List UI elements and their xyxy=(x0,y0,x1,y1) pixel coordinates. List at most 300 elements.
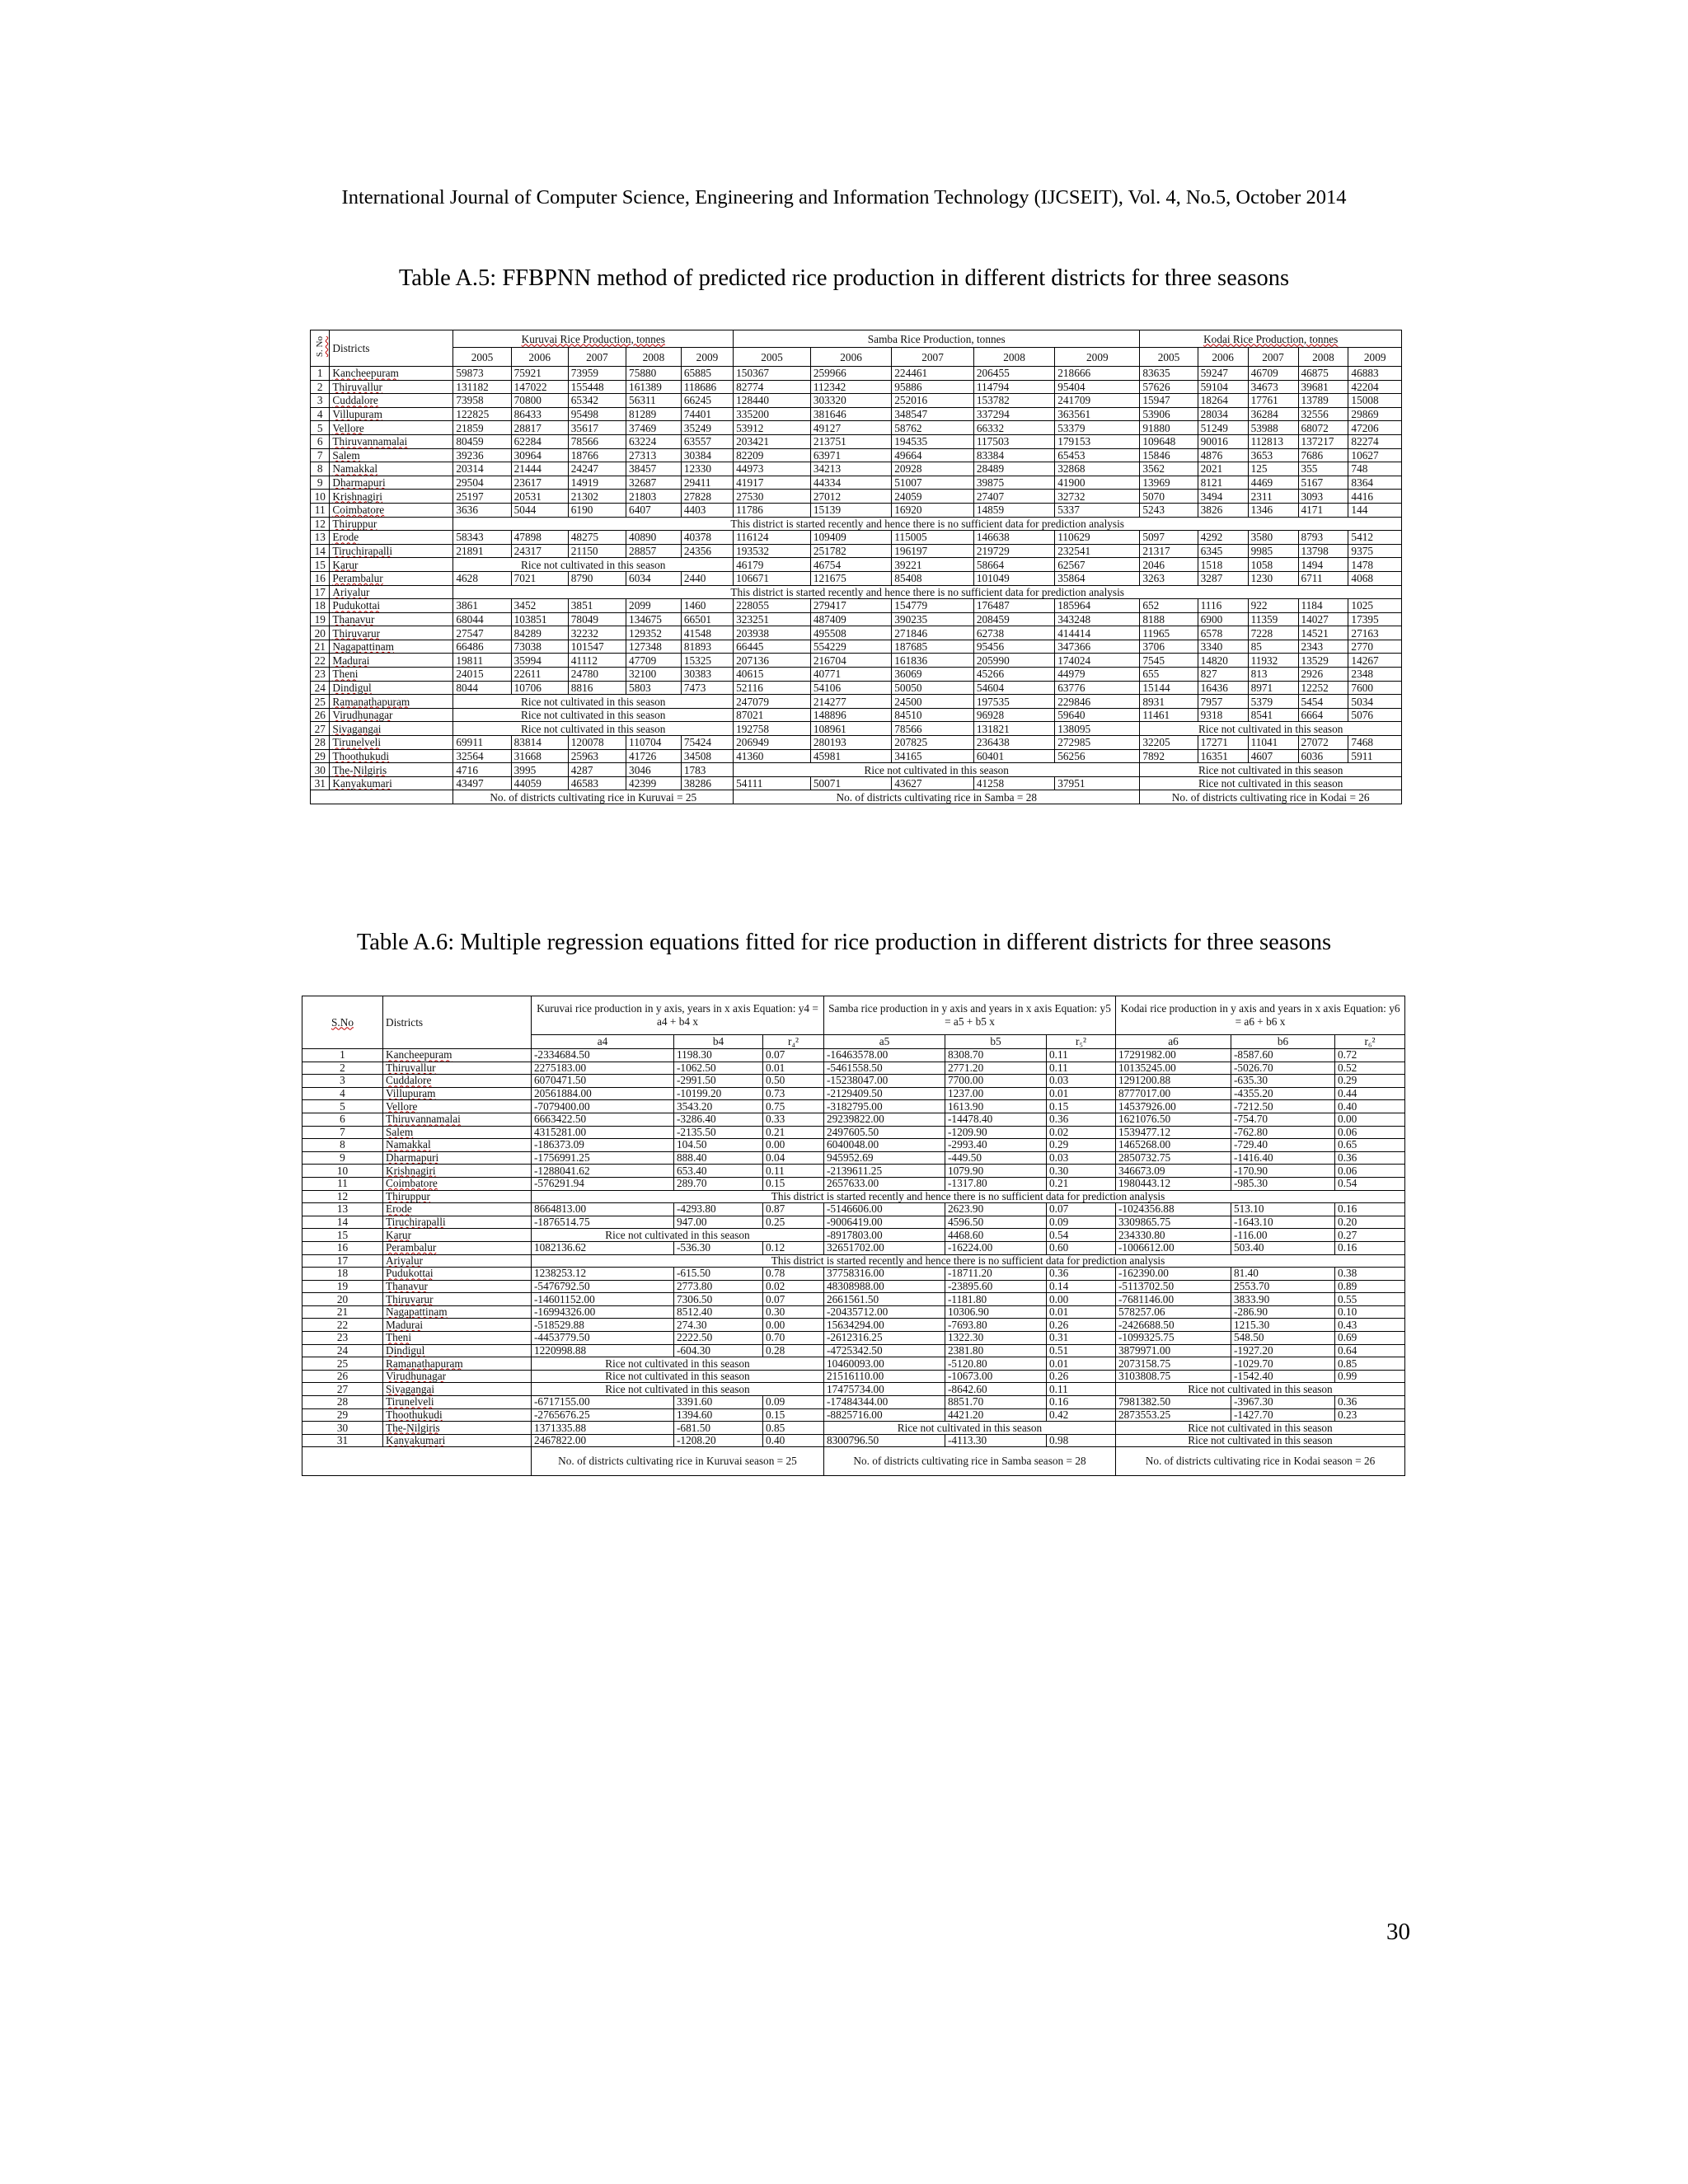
kuruvai-value: 4628 xyxy=(453,571,511,585)
samba-value: 335200 xyxy=(734,407,811,421)
samba-value: 206949 xyxy=(734,736,811,750)
kodai-value: 652 xyxy=(1140,599,1198,613)
samba-value: 229846 xyxy=(1055,695,1140,709)
kuruvai-value: 2440 xyxy=(681,571,733,585)
samba-value: 66332 xyxy=(973,421,1054,435)
samba-value: 108961 xyxy=(810,722,891,736)
kuruvai-value: 27547 xyxy=(453,626,511,640)
kodai-value: 8121 xyxy=(1198,476,1248,490)
samba-value: -2139611.25 xyxy=(824,1165,945,1178)
districts-header: Districts xyxy=(330,330,453,367)
table-row xyxy=(302,1332,1405,1345)
kuruvai-value: 65885 xyxy=(681,367,733,381)
table-row xyxy=(302,1280,1405,1293)
kuruvai-value: 0.07 xyxy=(763,1293,824,1306)
kodai-value: -754.70 xyxy=(1231,1113,1335,1126)
kodai-value: 2046 xyxy=(1140,558,1198,572)
kodai-value: 39681 xyxy=(1298,380,1348,394)
samba-value: 0.03 xyxy=(1047,1151,1116,1165)
samba-value: -9006419.00 xyxy=(824,1216,945,1229)
kuruvai-value: 0.12 xyxy=(763,1241,824,1254)
samba-value: 224461 xyxy=(892,367,974,381)
row-number: 21 xyxy=(311,640,330,654)
samba-value: 348547 xyxy=(892,407,974,421)
table-row xyxy=(311,708,1402,722)
row-number: 28 xyxy=(311,736,330,750)
table-row xyxy=(311,421,1402,435)
kuruvai-value: 0.11 xyxy=(763,1165,824,1178)
samba-value: 259966 xyxy=(810,367,891,381)
district-name: Cuddalore xyxy=(330,394,453,408)
samba-value: -2129409.50 xyxy=(824,1087,945,1100)
samba-value: 29239822.00 xyxy=(824,1113,945,1126)
row-number: 26 xyxy=(302,1370,383,1383)
kodai-value: 0.40 xyxy=(1335,1100,1405,1113)
kodai-value: 5070 xyxy=(1140,490,1198,504)
row-number: 5 xyxy=(302,1100,383,1113)
samba-value: 41917 xyxy=(734,476,811,490)
samba-value: 216704 xyxy=(810,654,891,668)
samba-value: 85408 xyxy=(892,571,974,585)
samba-value: 187685 xyxy=(892,640,974,654)
district-name: Thiruvannamalai xyxy=(330,434,453,448)
districts-header: Districts xyxy=(383,996,532,1049)
kuruvai-value: -1208.20 xyxy=(674,1434,763,1447)
samba-value: 218666 xyxy=(1055,367,1140,381)
table-row xyxy=(311,626,1402,640)
row-number: 31 xyxy=(302,1434,383,1447)
kodai-value: 9985 xyxy=(1248,544,1298,558)
kuruvai-value: 101547 xyxy=(568,640,626,654)
samba-value: -3182795.00 xyxy=(824,1100,945,1113)
samba-value: 35864 xyxy=(1055,571,1140,585)
samba-value: 0.01 xyxy=(1047,1305,1116,1319)
table-row xyxy=(302,1344,1405,1357)
samba-value: 323251 xyxy=(734,612,811,626)
row-number: 30 xyxy=(311,763,330,777)
samba-value: 51007 xyxy=(892,476,974,490)
district-name: Coimbatore xyxy=(330,503,453,517)
kuruvai-value: 0.15 xyxy=(763,1408,824,1422)
row-number: 23 xyxy=(302,1332,383,1345)
samba-value: 1079.90 xyxy=(945,1165,1047,1178)
row-number: 1 xyxy=(302,1049,383,1062)
kodai-value: 2021 xyxy=(1198,462,1248,476)
kodai-value: 5379 xyxy=(1248,695,1298,709)
kodai-value: 14820 xyxy=(1198,654,1248,668)
table-row xyxy=(302,1408,1405,1422)
year-header: 2005 xyxy=(734,348,811,367)
district-name: Perambalur xyxy=(383,1241,532,1254)
row-number: 2 xyxy=(311,380,330,394)
row-number: 19 xyxy=(311,612,330,626)
row-number: 25 xyxy=(302,1357,383,1371)
samba-value: 62738 xyxy=(973,626,1054,640)
kuruvai-value: 66501 xyxy=(681,612,733,626)
district-name: Krishnagiri xyxy=(330,490,453,504)
kodai-value: 578257.06 xyxy=(1116,1305,1231,1319)
samba-value: 84510 xyxy=(892,708,974,722)
kodai-value: 27163 xyxy=(1348,626,1402,640)
kuruvai-value: 6663422.50 xyxy=(532,1113,674,1126)
table-row xyxy=(311,654,1402,668)
kodai-value: 2348 xyxy=(1348,668,1402,682)
district-name: Sivagangai xyxy=(330,722,453,736)
kodai-value: 4292 xyxy=(1198,531,1248,545)
kuruvai-value: 70800 xyxy=(511,394,568,408)
samba-value: 495508 xyxy=(810,626,891,640)
kodai-value: 34673 xyxy=(1248,380,1298,394)
district-name: Nagapattinam xyxy=(330,640,453,654)
row-number: 8 xyxy=(311,462,330,476)
page-number: 30 xyxy=(1386,1919,1410,1945)
kuruvai-value: 0.33 xyxy=(763,1113,824,1126)
samba-value: 27407 xyxy=(973,490,1054,504)
district-name: Dindigul xyxy=(330,681,453,695)
kuruvai-value: -681.50 xyxy=(674,1422,763,1435)
samba-value: -10673.00 xyxy=(945,1370,1047,1383)
kodai-value: 0.36 xyxy=(1335,1151,1405,1165)
kuruvai-value: -2991.50 xyxy=(674,1075,763,1088)
samba-value: 8308.70 xyxy=(945,1049,1047,1062)
kodai-value: 15144 xyxy=(1140,681,1198,695)
kuruvai-value: 2773.80 xyxy=(674,1280,763,1293)
kuruvai-value: 6190 xyxy=(568,503,626,517)
kuruvai-value: 122825 xyxy=(453,407,511,421)
district-name: Thiruppur xyxy=(383,1190,532,1203)
samba-value: 7700.00 xyxy=(945,1075,1047,1088)
kuruvai-value: 6070471.50 xyxy=(532,1075,674,1088)
kodai-value: 1494 xyxy=(1298,558,1348,572)
table-row xyxy=(311,462,1402,476)
table-row xyxy=(302,1383,1405,1396)
kodai-value: 0.00 xyxy=(1335,1113,1405,1126)
kodai-value: 0.16 xyxy=(1335,1241,1405,1254)
district-name: Thiruvannamalai xyxy=(383,1113,532,1126)
kuruvai-value: 32687 xyxy=(626,476,682,490)
kodai-value: 1184 xyxy=(1298,599,1348,613)
district-name: Thiruvarur xyxy=(330,626,453,640)
kodai-value: 28034 xyxy=(1198,407,1248,421)
kodai-value: 1230 xyxy=(1248,571,1298,585)
samba-value: 150367 xyxy=(734,367,811,381)
kodai-value: 1539477.12 xyxy=(1116,1126,1231,1139)
samba-footer: No. of districts cultivating rice in Samba = 28 xyxy=(734,790,1140,804)
samba-value: 390235 xyxy=(892,612,974,626)
samba-value: 0.21 xyxy=(1047,1177,1116,1190)
samba-value: 21516110.00 xyxy=(824,1370,945,1383)
kodai-value: 4607 xyxy=(1248,749,1298,763)
kuruvai-value: -2135.50 xyxy=(674,1126,763,1139)
row-number: 13 xyxy=(302,1203,383,1216)
kodai-value: 11359 xyxy=(1248,612,1298,626)
table-row xyxy=(302,1434,1405,1447)
samba-value: 247079 xyxy=(734,695,811,709)
samba-value: 2381.80 xyxy=(945,1344,1047,1357)
kuruvai-value: 78049 xyxy=(568,612,626,626)
table-row xyxy=(302,1190,1405,1203)
samba-value: 20928 xyxy=(892,462,974,476)
district-name: Sivagangai xyxy=(383,1383,532,1396)
samba-value: 0.42 xyxy=(1047,1408,1116,1422)
samba-value: -1181.80 xyxy=(945,1293,1047,1306)
kuruvai-value: 7306.50 xyxy=(674,1293,763,1306)
kodai-value: 0.55 xyxy=(1335,1293,1405,1306)
samba-value: 117503 xyxy=(973,434,1054,448)
samba-value: 8300796.50 xyxy=(824,1434,945,1447)
table-row xyxy=(311,695,1402,709)
kodai-value: 7600 xyxy=(1348,681,1402,695)
kuruvai-value: 44059 xyxy=(511,776,568,790)
no-data-note: This district is started recently and hence there is no sufficient data for prediction analysis xyxy=(453,517,1402,531)
samba-value: 185964 xyxy=(1055,599,1140,613)
kodai-not-cultivated-note: Rice not cultivated in this season xyxy=(1140,776,1402,790)
kuruvai-value: 20561884.00 xyxy=(532,1087,674,1100)
table-row xyxy=(311,776,1402,790)
year-header: 2007 xyxy=(1248,348,1298,367)
district-name: Vellore xyxy=(330,421,453,435)
kodai-value: 36284 xyxy=(1248,407,1298,421)
table-row xyxy=(311,681,1402,695)
year-header: 2006 xyxy=(810,348,891,367)
kodai-value: 15008 xyxy=(1348,394,1402,408)
kuruvai-value: -186373.09 xyxy=(532,1139,674,1152)
district-name: Namakkal xyxy=(330,462,453,476)
samba-value: 0.60 xyxy=(1047,1241,1116,1254)
kuruvai-value: -7079400.00 xyxy=(532,1100,674,1113)
samba-value: 106671 xyxy=(734,571,811,585)
samba-value: -2993.40 xyxy=(945,1139,1047,1152)
samba-value: 45981 xyxy=(810,749,891,763)
samba-value: 0.36 xyxy=(1047,1268,1116,1281)
kuruvai-value: 1198.30 xyxy=(674,1049,763,1062)
kodai-value: 0.44 xyxy=(1335,1087,1405,1100)
kodai-value: -1029.70 xyxy=(1231,1357,1335,1371)
kodai-value: 234330.80 xyxy=(1116,1229,1231,1242)
samba-not-cultivated-note: Rice not cultivated in this season xyxy=(824,1422,1116,1435)
kuruvai-value: 0.07 xyxy=(763,1049,824,1062)
kuruvai-value: 3452 xyxy=(511,599,568,613)
table-row xyxy=(302,1216,1405,1229)
kuruvai-value: 41726 xyxy=(626,749,682,763)
kuruvai-value: 14919 xyxy=(568,476,626,490)
row-number: 10 xyxy=(311,490,330,504)
kuruvai-value: 147022 xyxy=(511,380,568,394)
kuruvai-value: 35617 xyxy=(568,421,626,435)
samba-value: 487409 xyxy=(810,612,891,626)
samba-value: -5146606.00 xyxy=(824,1203,945,1216)
kuruvai-value: -16994326.00 xyxy=(532,1305,674,1319)
row-number: 15 xyxy=(302,1229,383,1242)
kodai-value: 0.64 xyxy=(1335,1344,1405,1357)
kodai-footer: No. of districts cultivating rice in Kodai season = 26 xyxy=(1116,1447,1405,1476)
kuruvai-value: 5803 xyxy=(626,681,682,695)
kuruvai-value: 110704 xyxy=(626,736,682,750)
kuruvai-value: 43497 xyxy=(453,776,511,790)
district-name: Villupuram xyxy=(330,407,453,421)
samba-value: 96928 xyxy=(973,708,1054,722)
kodai-value: 14027 xyxy=(1298,612,1348,626)
kodai-value: 1291200.88 xyxy=(1116,1075,1231,1088)
kuruvai-value: 888.40 xyxy=(674,1151,763,1165)
samba-value: 59640 xyxy=(1055,708,1140,722)
year-header: 2008 xyxy=(626,348,682,367)
row-number: 1 xyxy=(311,367,330,381)
kuruvai-value: 3861 xyxy=(453,599,511,613)
samba-value: 148896 xyxy=(810,708,891,722)
kodai-value: -1099325.75 xyxy=(1116,1332,1231,1345)
kuruvai-value: -4453779.50 xyxy=(532,1332,674,1345)
kuruvai-value: 0.87 xyxy=(763,1203,824,1216)
kuruvai-value: 1238253.12 xyxy=(532,1268,674,1281)
samba-value: 272985 xyxy=(1055,736,1140,750)
row-number: 9 xyxy=(311,476,330,490)
table-row xyxy=(311,448,1402,462)
samba-value: 0.11 xyxy=(1047,1383,1116,1396)
kuruvai-value: 30384 xyxy=(681,448,733,462)
samba-value: 114794 xyxy=(973,380,1054,394)
samba-value: 41360 xyxy=(734,749,811,763)
kuruvai-value: 6407 xyxy=(626,503,682,517)
table-row xyxy=(311,544,1402,558)
kuruvai-value: -2334684.50 xyxy=(532,1049,674,1062)
table-row xyxy=(302,1254,1405,1268)
table-row xyxy=(311,722,1402,736)
samba-value: 4421.20 xyxy=(945,1408,1047,1422)
district-name: Dharmapuri xyxy=(383,1151,532,1165)
district-name: Madurai xyxy=(383,1319,532,1332)
kuruvai-value: 0.70 xyxy=(763,1332,824,1345)
samba-value: 32732 xyxy=(1055,490,1140,504)
district-name: Virudhunagar xyxy=(330,708,453,722)
samba-value: -18711.20 xyxy=(945,1268,1047,1281)
samba-value: 82209 xyxy=(734,448,811,462)
kuruvai-value: 29411 xyxy=(681,476,733,490)
kuruvai-value: 68044 xyxy=(453,612,511,626)
kodai-value: 8364 xyxy=(1348,476,1402,490)
coefficient-header: r₅² xyxy=(1047,1035,1116,1049)
table-row xyxy=(302,1049,1405,1062)
table-row xyxy=(311,640,1402,654)
samba-value: 347366 xyxy=(1055,640,1140,654)
samba-value: 161836 xyxy=(892,654,974,668)
row-number: 11 xyxy=(311,503,330,517)
samba-value: 28489 xyxy=(973,462,1054,476)
samba-value: 62567 xyxy=(1055,558,1140,572)
kodai-value: 32556 xyxy=(1298,407,1348,421)
kodai-value: -1416.40 xyxy=(1231,1151,1335,1165)
kodai-value: -7681146.00 xyxy=(1116,1293,1231,1306)
kuruvai-value: 65342 xyxy=(568,394,626,408)
kodai-value: 46709 xyxy=(1248,367,1298,381)
samba-value: 4596.50 xyxy=(945,1216,1047,1229)
kodai-value: 0.72 xyxy=(1335,1049,1405,1062)
district-name: Villupuram xyxy=(383,1087,532,1100)
district-name: Nagapattinam xyxy=(383,1305,532,1319)
samba-value: 154779 xyxy=(892,599,974,613)
samba-value: 34213 xyxy=(810,462,891,476)
district-name: Perambalur xyxy=(330,571,453,585)
kuruvai-value: 74401 xyxy=(681,407,733,421)
samba-not-cultivated-note: Rice not cultivated in this season xyxy=(734,763,1140,777)
kodai-value: 16436 xyxy=(1198,681,1248,695)
kodai-value: 3826 xyxy=(1198,503,1248,517)
samba-value: 2771.20 xyxy=(945,1062,1047,1075)
samba-value: 60401 xyxy=(973,749,1054,763)
kuruvai-value: 38286 xyxy=(681,776,733,790)
samba-value: 208459 xyxy=(973,612,1054,626)
row-number: 20 xyxy=(311,626,330,640)
kuruvai-value: -615.50 xyxy=(674,1268,763,1281)
kuruvai-value: 21302 xyxy=(568,490,626,504)
kuruvai-value: 40890 xyxy=(626,531,682,545)
district-name: Karur xyxy=(383,1229,532,1242)
kuruvai-value: 38457 xyxy=(626,462,682,476)
samba-value: -8917803.00 xyxy=(824,1229,945,1242)
year-header: 2008 xyxy=(1298,348,1348,367)
district-name: Kancheepuram xyxy=(330,367,453,381)
kuruvai-value: 3046 xyxy=(626,763,682,777)
kodai-value: 137217 xyxy=(1298,434,1348,448)
samba-value: -1209.90 xyxy=(945,1126,1047,1139)
samba-value: 87021 xyxy=(734,708,811,722)
kuruvai-value: 10706 xyxy=(511,681,568,695)
kodai-value: 42204 xyxy=(1348,380,1402,394)
table-row xyxy=(302,1422,1405,1435)
kodai-value: 5243 xyxy=(1140,503,1198,517)
kuruvai-value: 7473 xyxy=(681,681,733,695)
kodai-value: -116.00 xyxy=(1231,1229,1335,1242)
samba-value: 6040048.00 xyxy=(824,1139,945,1152)
samba-value: -16224.00 xyxy=(945,1241,1047,1254)
table-row xyxy=(302,1357,1405,1371)
kodai-value: -7212.50 xyxy=(1231,1100,1335,1113)
table-a6-caption: Table A.6: Multiple regression equations fitted for rice production in different districts for three seasons xyxy=(356,930,1332,955)
kodai-value: 14267 xyxy=(1348,654,1402,668)
samba-value: -15238047.00 xyxy=(824,1075,945,1088)
kuruvai-value: 104.50 xyxy=(674,1139,763,1152)
kodai-value: 57626 xyxy=(1140,380,1198,394)
kuruvai-value: 0.85 xyxy=(763,1422,824,1435)
kodai-value: 11041 xyxy=(1248,736,1298,750)
kuruvai-value: 84289 xyxy=(511,626,568,640)
kuruvai-value: 41112 xyxy=(568,654,626,668)
samba-value: 36069 xyxy=(892,668,974,682)
kodai-value: 5076 xyxy=(1348,708,1402,722)
year-header: 2005 xyxy=(1140,348,1198,367)
samba-value: -2612316.25 xyxy=(824,1332,945,1345)
kuruvai-value: 1220998.88 xyxy=(532,1344,674,1357)
kodai-value: 17291982.00 xyxy=(1116,1049,1231,1062)
row-number: 12 xyxy=(302,1190,383,1203)
district-name: Cuddalore xyxy=(383,1075,532,1088)
kuruvai-value: 80459 xyxy=(453,434,511,448)
coefficient-header: a6 xyxy=(1116,1035,1231,1049)
kodai-value: 2073158.75 xyxy=(1116,1357,1231,1371)
district-name: Virudhunagar xyxy=(383,1370,532,1383)
kodai-footer: No. of districts cultivating rice in Kodai = 26 xyxy=(1140,790,1402,804)
kodai-value: 14537926.00 xyxy=(1116,1100,1231,1113)
table-row xyxy=(311,668,1402,682)
kodai-value: 16351 xyxy=(1198,749,1248,763)
kodai-value: 0.36 xyxy=(1335,1396,1405,1409)
row-number: 19 xyxy=(302,1280,383,1293)
row-number: 7 xyxy=(311,448,330,462)
samba-value: 44973 xyxy=(734,462,811,476)
samba-value: 40615 xyxy=(734,668,811,682)
samba-value: -7693.80 xyxy=(945,1319,1047,1332)
kodai-value: 4416 xyxy=(1348,490,1402,504)
